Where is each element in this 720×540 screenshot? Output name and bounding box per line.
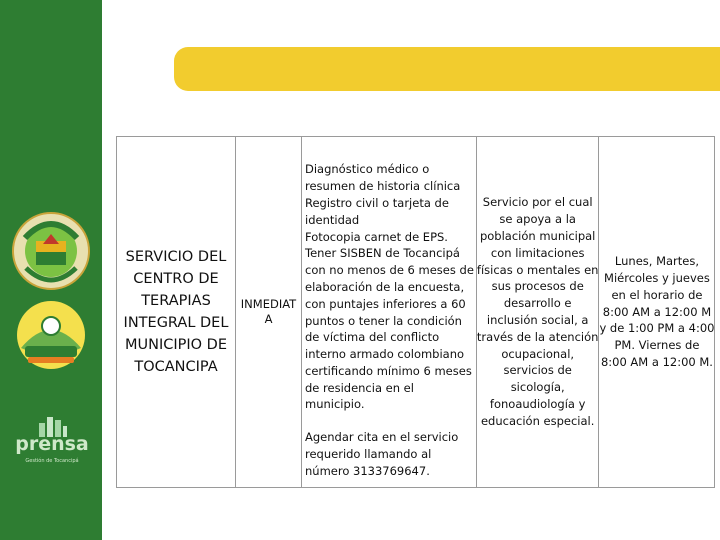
description-line: través de la atención	[476, 329, 599, 344]
requirement-line: puntos o tener la condición	[305, 313, 462, 328]
service-table	[116, 136, 715, 488]
requirement-line: de residencia en el	[305, 380, 414, 395]
accent-bar	[174, 47, 720, 91]
requirement-line: resumen de historia clínica	[305, 179, 461, 194]
description-line: población municipal	[479, 229, 596, 244]
service-name-line: TERAPIAS	[141, 293, 211, 309]
requirement-line: número 3133769647.	[305, 463, 430, 478]
prensa-logo	[12, 415, 92, 470]
description-line: servicios de	[503, 363, 572, 378]
schedule-line: Miércoles y jueves	[604, 271, 710, 285]
service-name-line: TOCANCIPA	[134, 359, 218, 375]
requirement-line: de víctima del conflicto	[305, 330, 440, 345]
requirement-line: interno armado colombiano	[305, 347, 465, 362]
prensa-logo-sub: Gestión de Tocancipá	[25, 458, 79, 464]
tocancipa-logo	[15, 300, 87, 370]
description-line: Servicio por el cual	[482, 195, 593, 210]
requirement-line: Diagnóstico médico o	[305, 162, 430, 177]
municipio-logo	[10, 208, 92, 294]
description-cell	[476, 137, 599, 488]
requirement-line: Registro civil o tarjeta de	[305, 195, 449, 210]
schedule-line: Lunes, Martes,	[614, 254, 699, 269]
response-time-line: INMEDIAT	[240, 297, 297, 311]
schedule-line: y de 1:00 PM a 4:00	[599, 321, 715, 336]
service-name-line: MUNICIPIO DE	[124, 337, 228, 353]
requirement-line: requerido llamando al	[305, 447, 432, 462]
description-line: sicología,	[510, 380, 565, 395]
schedule-line: 8:00 AM a 12:00 M.	[600, 354, 713, 369]
requirement-line: municipio.	[305, 397, 365, 412]
requirement-line: Agendar cita en el servicio	[305, 430, 459, 445]
response-time-line: A	[264, 312, 273, 326]
schedule-line: en el horario de	[611, 287, 703, 302]
description-line: sus procesos de	[491, 279, 584, 294]
schedule-cell	[599, 137, 715, 488]
description-line: fonoaudiología y	[489, 396, 586, 411]
schedule-line: PM. Viernes de	[614, 338, 700, 353]
requirement-line: con no menos de 6 meses de	[305, 263, 474, 278]
requirement-line: con puntajes inferiores a 60	[305, 296, 466, 311]
description-line: se apoya a la	[499, 212, 576, 227]
description-line: desarrollo e	[503, 296, 572, 311]
service-name-line: CENTRO DE	[133, 271, 219, 287]
description-line: educación especial.	[480, 413, 595, 428]
requirement-line: Tener SISBEN de Tocancipá	[305, 246, 460, 261]
service-name-line: SERVICIO DEL	[125, 249, 227, 265]
description-line: con limitaciones	[490, 245, 585, 260]
description-line: inclusión social, a	[486, 313, 589, 327]
requirements-cell	[302, 137, 477, 488]
schedule-line: 8:00 AM a 12:00 M	[602, 304, 712, 319]
response-time-cell	[236, 137, 302, 488]
sidebar	[0, 0, 102, 540]
description-line: ocupacional,	[501, 346, 575, 361]
service-name-line: INTEGRAL DEL	[123, 315, 229, 331]
prensa-logo-word: prensa	[15, 433, 89, 455]
requirement-line: identidad	[305, 212, 360, 227]
service-name-cell	[117, 137, 236, 488]
requirement-line: certificando mínimo 6 meses	[305, 363, 472, 378]
requirement-line: Fotocopia carnet de EPS.	[305, 229, 448, 244]
requirement-line: elaboración de la encuesta,	[305, 279, 465, 294]
description-line: físicas o mentales en	[476, 262, 599, 277]
table-row	[117, 137, 715, 488]
